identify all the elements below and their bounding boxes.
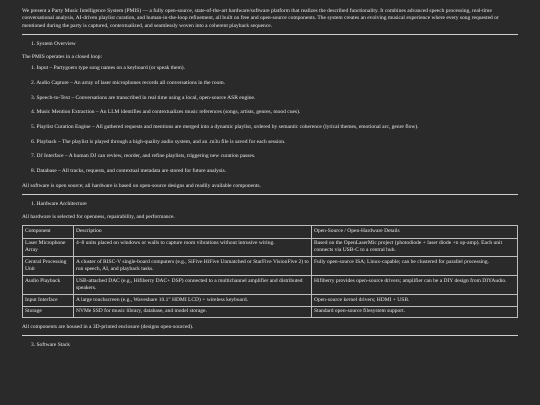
table-row [23, 238, 518, 257]
list-item: 7. DJ Interface – A human DJ can review, reorder, and refine playlists, triggering new curation passes. [31, 153, 256, 160]
section-heading-system-overview: 1. System Overview [31, 41, 76, 48]
table-cell: NVMe SSD for music library, database, and model storage. [74, 306, 312, 317]
column-header: Component [23, 226, 74, 238]
section-heading-software-stack: 3. Software Stack [31, 342, 70, 349]
divider [22, 335, 518, 336]
table-cell: A large touchscreen (e.g., Waveshare 10.1" HDMI LCD) + wireless keyboard. [74, 295, 312, 306]
hardware-table [22, 225, 518, 318]
table-cell: Input Interface [23, 295, 74, 306]
column-header: Description [74, 226, 312, 238]
column-header: Open-Source / Open-Hardware Details [312, 226, 518, 238]
table-cell: Laser Microphone Array [23, 238, 74, 257]
table-cell: USB-attached DAC (e.g., Hifiberry DAC+ DSP) connected to a multichannel amplifier and distributed speakers. [74, 276, 312, 295]
list-item: 3. Speech-to-Text – Conversations are transcribed in real time using a local, open-source ASR engine. [31, 94, 256, 101]
divider [22, 34, 518, 35]
list-item: 6. Playback – The playlist is played through a high-quality audio system, and an .m3u file is saved for each session. [31, 138, 286, 145]
table-cell: Standard open-source filesystem support. [312, 306, 518, 317]
table-row [23, 306, 518, 317]
section-footer: All software is open source; all hardware is based on open-source designs and readily available components. [22, 182, 261, 189]
list-item: 4. Music Mention Extraction – An LLM identifies and contextualizes music references (songs, artists, genres, mood cues). [31, 109, 301, 116]
section-lead: The PMIS operates in a closed loop: [22, 53, 103, 60]
list-item: 5. Playlist Curation Engine – All gathered requests and mentions are merged into a dynamic playlist, ordered by semantic coherence (lyrical themes, emotional arc, genre flow). [31, 123, 419, 130]
table-cell: Based on the OpenLaserMic project (photodiode + laser diode +n op-amp). Each unit connects via USB-C to a central hub. [312, 238, 518, 257]
divider [22, 194, 518, 195]
list-item: 1. Input – Partygoers type song names on a keyboard (or speak them). [31, 65, 185, 72]
table-row [23, 295, 518, 306]
section-lead: All hardware is selected for openness, repairability, and performance. [22, 213, 175, 220]
table-cell: Audio Playback [23, 276, 74, 295]
table-cell: A cluster of RISC-V single-board computers (e.g., SiFive HiFive Unmatched or StarFive VisionFive 2) to run speech, AI, and playback tasks. [74, 257, 312, 276]
intro-paragraph: We present a Party Music Intelligence System (PMIS) — a fully open-source, state-of-the-art hardware/software platform that realizes the described functionality. It combines advanced speech processing, real-time conversational analysis, AI-driven playlist curation, and human-in-the-loop refinement, all built on free and open-source components. The system creates an evolving musical experience where every song requested or mentioned during the party is captured, contextualized, and seamlessly woven into a coherent playback sequence. [22, 8, 499, 29]
table-header-row [23, 226, 518, 238]
table-cell: Hifiberry provides open-source drivers; amplifier can be a DIY design from DIYAudio. [312, 276, 518, 295]
table-cell: Storage [23, 306, 74, 317]
section-footer: All components are housed in a 3D-printed enclosure (designs open-sourced). [22, 323, 194, 330]
table-cell: Central Processing Unit [23, 257, 74, 276]
list-item: 8. Database – All tracks, requests, and contextual metadata are stored for future analysis. [31, 168, 227, 175]
table-row [23, 276, 518, 295]
table-cell: 4–8 units placed on windows or walls to capture room vibrations without intrusive wiring. [74, 238, 312, 257]
list-item: 2. Audio Capture – An array of laser microphones records all conversations in the room. [31, 79, 225, 86]
table-row [23, 257, 518, 276]
loop-steps-list [22, 65, 518, 175]
table-cell: Fully open-source ISA; Linux-capable; can be clustered for parallel processing. [312, 257, 518, 276]
section-heading-hardware: 1. Hardware Architecture [31, 201, 87, 208]
table-cell: Open-source kernel drivers; HDMI + USB. [312, 295, 518, 306]
